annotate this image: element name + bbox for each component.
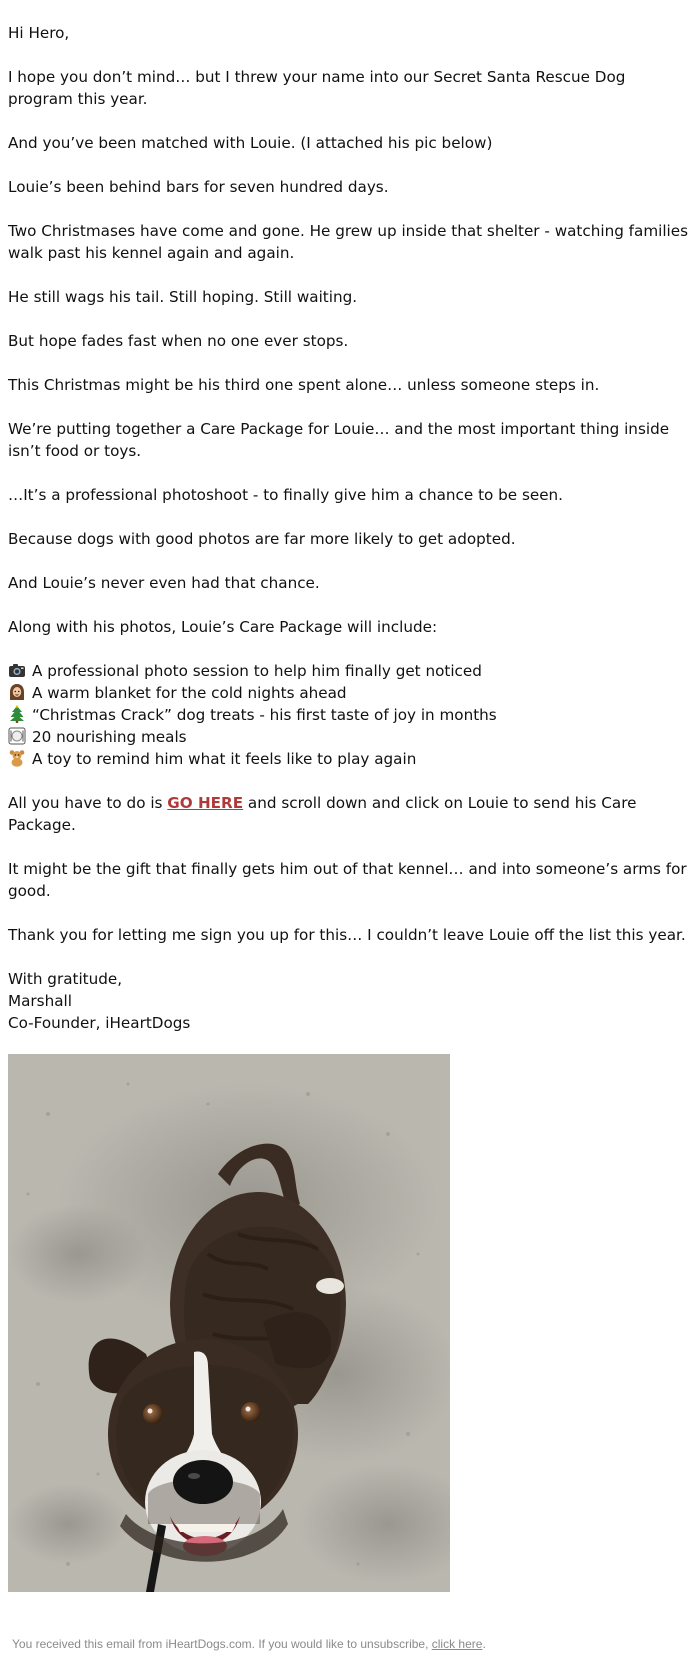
signature <box>8 968 692 1034</box>
list-item <box>8 748 692 770</box>
list-item-text: A warm blanket for the cold nights ahead <box>32 684 347 702</box>
paragraph-include: Along with his photos, Louie’s Care Package will include: <box>8 618 438 636</box>
list-item <box>8 704 692 726</box>
go-here-link[interactable]: GO HERE <box>167 794 244 812</box>
paragraph-hope: But hope fades fast when no one ever stops. <box>8 332 349 350</box>
cta-text-before: All you have to do is <box>8 794 168 812</box>
list-item-text: A professional photo session to help him finally get noticed <box>32 662 482 680</box>
list-item-text: “Christmas Crack” dog treats - his first taste of joy in months <box>32 706 497 724</box>
paragraph-gift: It might be the gift that finally gets him out of that kennel… and into someone’s arms for good. <box>8 860 687 900</box>
blanket-icon <box>8 683 26 701</box>
list-item-text: 20 nourishing meals <box>32 728 187 746</box>
paragraph-days: Louie’s been behind bars for seven hundred days. <box>8 178 389 196</box>
paragraph-good-photos: Because dogs with good photos are far more likely to get adopted. <box>8 530 516 548</box>
footer <box>12 1637 486 1651</box>
paragraph-intro: I hope you don’t mind… but I threw your name into our Secret Santa Rescue Dog program this year. <box>8 68 626 108</box>
cta-paragraph <box>8 792 692 836</box>
footer-text: You received this email from iHeartDogs.com. If you would like to unsubscribe, <box>12 1637 432 1651</box>
list-item <box>8 682 692 704</box>
list-item <box>8 660 692 682</box>
paragraph-wags: He still wags his tail. Still hoping. Still waiting. <box>8 288 358 306</box>
paragraph-third-christmas: This Christmas might be his third one spent alone… unless someone steps in. <box>8 376 600 394</box>
care-package-list <box>8 660 692 770</box>
teddy-bear-icon <box>8 749 26 767</box>
unsubscribe-link[interactable]: click here <box>431 1637 483 1651</box>
signoff: With gratitude, <box>8 970 123 988</box>
email-body <box>8 22 692 1056</box>
greeting: Hi Hero, <box>8 24 70 42</box>
camera-icon <box>8 661 26 679</box>
cta-text-after: and scroll down and click on Louie to send his Care Package. <box>8 794 637 834</box>
list-item-text: A toy to remind him what it feels like to play again <box>32 750 417 768</box>
dog-photo <box>8 1054 450 1592</box>
meal-icon <box>8 727 26 745</box>
paragraph-photoshoot: …It’s a professional photoshoot - to finally give him a chance to be seen. <box>8 486 564 504</box>
paragraph-never-had-chance: And Louie’s never even had that chance. <box>8 574 320 592</box>
paragraph-thank-you: Thank you for letting me sign you up for this… I couldn’t leave Louie off the list this year. <box>8 926 686 944</box>
paragraph-care-package: We’re putting together a Care Package for Louie… and the most important thing inside isn’t food or toys. <box>8 420 670 460</box>
paragraph-match: And you’ve been matched with Louie. (I attached his pic below) <box>8 134 493 152</box>
paragraph-christmases: Two Christmases have come and gone. He grew up inside that shelter - watching families walk past his kennel again and again. <box>8 222 689 262</box>
signer-name: Marshall <box>8 992 72 1010</box>
signer-title: Co-Founder, iHeartDogs <box>8 1014 191 1032</box>
christmas-tree-icon <box>8 705 26 723</box>
list-item <box>8 726 692 748</box>
dog-photo-illustration <box>8 1054 450 1592</box>
footer-end: . <box>482 1637 486 1651</box>
